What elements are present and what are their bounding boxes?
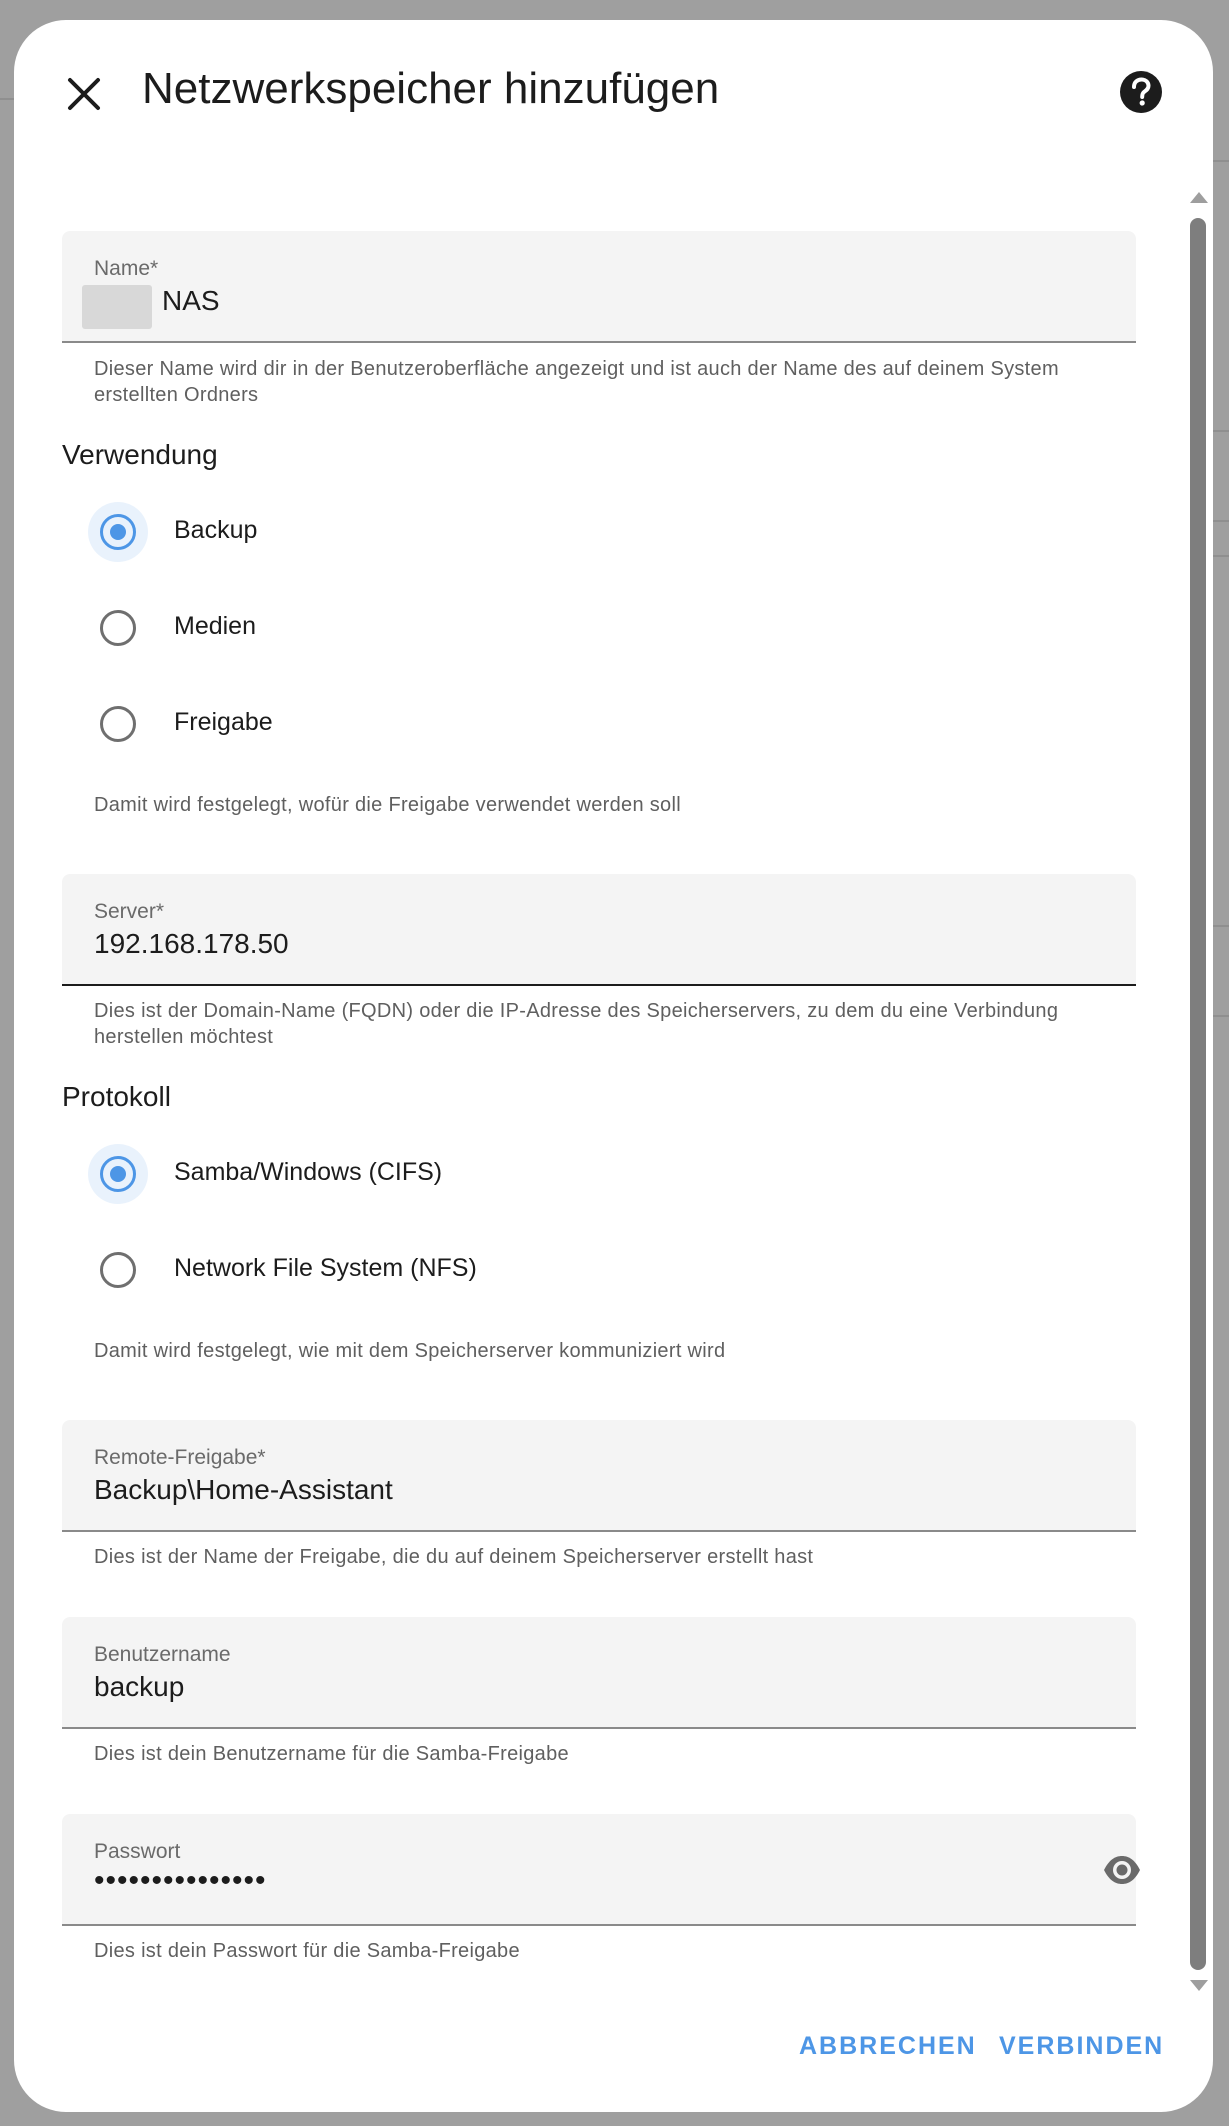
usage-option-media[interactable] [86,600,686,660]
toggle-password-visibility-button[interactable] [1102,1852,1142,1888]
dialog-title: Netzwerkspeicher hinzufügen [142,64,720,113]
cancel-button[interactable]: ABBRECHEN [799,2032,977,2060]
username-field-helper: Dies ist dein Benutzername für die Samba-Freigabe [94,1743,569,1765]
protocol-option-label: Network File System (NFS) [174,1254,477,1282]
help-button[interactable] [1119,70,1171,122]
remote-share-field-value: Backup\Home-Assistant [94,1474,393,1505]
scrollbar-thumb[interactable] [1190,218,1206,1970]
remote-share-field-label: Remote-Freigabe* [94,1446,266,1469]
dialog-header [14,20,1213,160]
name-field-helper: Dieser Name wird dir in der Benutzeroberfläche angezeigt und ist auch der Name des auf deinem System erstellten Ordners [94,358,1059,406]
scroll-up-arrow-icon[interactable] [1190,192,1208,203]
protocol-helper: Damit wird festgelegt, wie mit dem Speicherserver kommuniziert wird [94,1340,726,1362]
name-field-value: NAS [162,285,220,316]
radio-button[interactable] [100,610,136,646]
usage-helper: Damit wird festgelegt, wofür die Freigabe verwendet werden soll [94,794,681,816]
add-network-storage-dialog [14,20,1213,2112]
password-field-label: Passwort [94,1840,181,1863]
protocol-option-label: Samba/Windows (CIFS) [174,1158,443,1186]
radio-button[interactable] [100,706,136,742]
redacted-text [82,285,152,329]
eye-icon [1102,1852,1142,1888]
usage-option-share[interactable] [86,696,686,756]
usage-option-label: Freigabe [174,708,273,736]
remote-share-field-helper: Dies ist der Name der Freigabe, die du auf deinem Speicherserver erstellt hast [94,1546,814,1568]
password-field-value: ••••••••••••••• [94,1864,267,1897]
server-field-label: Server* [94,900,165,923]
usage-option-label: Medien [174,612,256,640]
protocol-option-nfs[interactable] [86,1242,686,1302]
usage-option-backup[interactable] [86,504,686,564]
protocol-section-title: Protokoll [62,1081,171,1112]
radio-button[interactable] [100,1252,136,1288]
scrollbar[interactable] [1187,170,1209,2000]
protocol-option-cifs[interactable] [86,1146,686,1206]
password-field[interactable] [62,1814,1136,1926]
server-field-helper: Dies ist der Domain-Name (FQDN) oder die IP-Adresse des Speicherservers, zu dem du eine Verbindung herstellen möchtest [94,1000,1059,1048]
radio-button-selected[interactable] [100,1156,136,1192]
dialog-content [14,160,1184,1980]
username-field-value: backup [94,1671,185,1702]
radio-button-selected[interactable] [100,514,136,550]
usage-option-label: Backup [174,516,258,544]
usage-section-title: Verwendung [62,439,218,470]
help-circle-icon [1119,70,1163,114]
server-field-value: 192.168.178.50 [94,928,289,959]
connect-button[interactable]: VERBINDEN [999,2032,1165,2060]
scroll-down-arrow-icon[interactable] [1190,1980,1208,1991]
remote-share-field[interactable] [62,1420,1136,1532]
name-field[interactable] [62,231,1136,343]
close-icon [66,76,102,112]
password-field-helper: Dies ist dein Passwort für die Samba-Freigabe [94,1940,520,1962]
name-field-label: Name* [94,257,159,280]
server-field[interactable] [62,874,1136,986]
username-field-label: Benutzername [94,1643,231,1666]
username-field[interactable] [62,1617,1136,1729]
close-button[interactable] [64,72,134,142]
